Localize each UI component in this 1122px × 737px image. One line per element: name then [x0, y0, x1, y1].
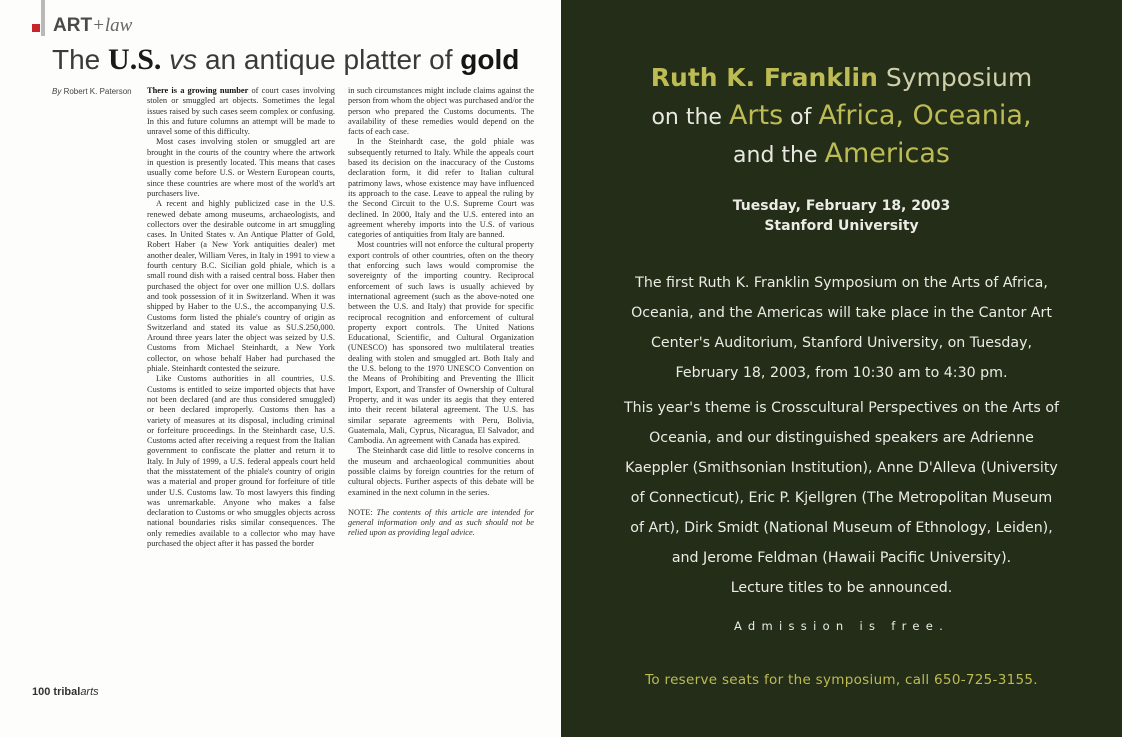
column2-paragraph-4: The Steinhardt case did little to resolve concerns in the museum and archaeological communities about possible claims by foreign countries for the return of cultural objects. Further aspects of this debate will be examined in the next column in the series.	[348, 446, 534, 497]
gutter-rule	[41, 0, 45, 36]
byline-author: Robert K. Paterson	[61, 87, 132, 96]
article-column-2	[348, 86, 534, 539]
title-gold: gold	[460, 44, 520, 75]
column2-paragraph-2: In the Steinhardt case, the gold phiale was subsequently returned to Italy. While the appeals court based its decision on the inaccuracy of the Customs declaration form, it did refer to Italian cultural patrimony laws, whose existence may have influenced its approach to the case. Leave to appeal the ruling by the Second Circuit to the U.S. Supreme Court was declined. In 2000, Italy and the U.S. entered into an agreement whereby imports into the U.S. of various categories of antiquities from Italy are banned.	[348, 137, 534, 240]
symposium-name: Ruth K. Franklin	[650, 63, 878, 92]
page-footer	[32, 686, 99, 698]
event-date-block	[561, 196, 1122, 236]
note-label: NOTE:	[348, 507, 377, 517]
byline-by: By	[52, 87, 62, 96]
section-heading	[53, 14, 132, 38]
line3-americas: Americas	[824, 138, 950, 169]
event-venue: Stanford University	[764, 218, 919, 234]
announcement-body	[623, 268, 1060, 603]
symposium-title-line1	[561, 60, 1122, 96]
column1-p1-text: of court cases involving stolen or smuggled art objects. Sometimes the legal issues raised by such cases seem complex or confusing. In this and future columns an attempt will be made to unravel some of this difficulty.	[147, 86, 335, 137]
section-marker-square	[32, 24, 40, 32]
column1-paragraph-4: Like Customs authorities in all countries, U.S. Customs is entitled to seize imported objects that have not been declared (and are thus considered smuggled) or been declared improperly. Customs then has a variety of measures at its disposal, including criminal or forfeiture proceedings. In the Steinhardt case, U.S. Customs acted after receiving a request from the Italian government to confiscate the platter and return it to Italy. In July of 1999, a U.S. federal appeals court held that the misstatement of the phiale's country of origin was a material and proper ground for forfeiture of title under U.S. Customs law. To most lawyers this finding was unremarkable. Anyone who makes a false declaration to Customs or who smuggles objects across national boundaries risks similar consequences. The only remedies available to a collector who may have purchased the object after it has passed the border	[147, 374, 335, 549]
magazine-name-italic: arts	[80, 686, 99, 698]
article-title	[52, 42, 519, 78]
column1-paragraph-3: A recent and highly publicized case in the U.S. renewed debate among museums, archaeologists, and collectors over the desirable outcome in art smuggling cases. In United States v. An Antique Platter of Gold, Robert Haber (a New York antiquities dealer) met another dealer, William Veres, in Italy in 1991 to view a fourth century B.C. Sicilian gold phiale, which is a small round dish with a raised central boss. Haber then purchased the object for over one million U.S. dollars and took possession of it in Switzerland. When it was shipped by Haber to the U.S., the accompanying U.S. Customs form listed the phiale's country of origin as Switzerland and stated its value as SU.S.250,000. Around three years later the object was seized by U.S. Customs from Michael Steinhardt, a New York collector, on whose behalf Haber had purchased the phiale. Steinhardt contested the seizure.	[147, 199, 335, 374]
symposium-title-line3	[561, 136, 1122, 174]
title-vs: vs	[161, 44, 205, 75]
admission-notice: Admission is free.	[733, 619, 950, 633]
line2-arts: Arts	[728, 100, 784, 131]
title-pre: The	[52, 44, 109, 75]
magazine-name-bold: tribal	[50, 686, 81, 698]
line2-of: of	[783, 105, 819, 130]
right-page-announcement	[561, 0, 1122, 737]
column2-paragraph-3: Most countries will not enforce the cultural property export controls of other countries, often on the theory that enforcing such laws would compromise the sovereignty of the importing country. Reciprocal enforcement of such laws is usually achieved by international agreement (such as the above-noted one between the U.S. and Italy) that provide for specific reciprocal recognition and enforcement of cultural property export controls. The United Nations Educational, Scientific, and Cultural Organization (UNESCO) has sponsored two multilateral treaties dealing with stolen and smuggled art. Both Italy and the U.S. belong to the 1970 UNESCO Convention on the Means of Prohibiting and Preventing the Illicit Import, Export, and Transfer of Ownership of Cultural Property, and it was under its aegis that they entered into their recent bilateral agreement. The U.S. has similar separate agreements with Peru, Bolivia, Guatemala, Mali, Cyprus, Nicaragua, El Salvador, and Cambodia. An agreement with Canada has expired.	[348, 240, 534, 446]
event-date: Tuesday, February 18, 2003	[732, 198, 951, 214]
section-heading-bold: ART	[53, 15, 93, 36]
column2-paragraph-1: in such circumstances might include claims against the person from whom the object was purchased and/or the person who prepared the Customs documents. The availability of these remedies would depend on the facts of each case.	[348, 86, 534, 137]
reservation-info: To reserve seats for the symposium, call 650-725-3155.	[645, 672, 1038, 688]
announcement-paragraph-3: Lecture titles to be announced.	[730, 580, 953, 596]
symposium-title-line2	[561, 98, 1122, 136]
column1-paragraph-2: Most cases involving stolen or smuggled art are brought in the courts of the country where the artwork in question is presently located. This means that cases usually come before U.S. or Western European courts, since these countries are where most of the world's art purchasers live.	[147, 137, 335, 198]
page-number: 100	[32, 686, 51, 698]
magazine-name	[50, 686, 98, 698]
announcement-paragraph-1: The first Ruth K. Franklin Symposium on the Arts of Africa, Oceania, and the Americas will take place in the Cantor Art Center's Auditorium, Stanford University, on Tuesday, February 18, 2003, from 10:30 am to 4:30 pm.	[631, 275, 1052, 381]
section-heading-italic: +law	[92, 15, 133, 36]
article-column-1	[147, 86, 335, 549]
column1-paragraph-1	[147, 86, 335, 137]
lead-in: There is a growing number	[147, 86, 249, 95]
note-text: The contents of this article are intended for general information only and as such should not be relied upon as providing legal advice.	[348, 507, 535, 538]
announcement-paragraph-2: This year's theme is Crosscultural Perspectives on the Arts of Oceania, and our distinguished speakers are Adrienne Kaeppler (Smithsonian Institution), Anne D'Alleva (University of Connecticut), Eric P. Kjellgren (The Metropolitan Museum of Art), Dirk Smidt (National Museum of Ethnology, Leiden), and Jerome Feldman (Hawaii Pacific University).	[623, 400, 1060, 566]
byline	[52, 87, 132, 96]
title-middle: an antique platter of	[204, 44, 461, 75]
title-us: U.S.	[108, 43, 162, 76]
line3-and-the: and the	[733, 143, 825, 168]
symposium-word: Symposium	[877, 63, 1033, 92]
line2-africa-oceania: Africa, Oceania,	[818, 100, 1032, 131]
legal-note	[348, 508, 534, 539]
line2-on-the: on the	[651, 105, 729, 130]
